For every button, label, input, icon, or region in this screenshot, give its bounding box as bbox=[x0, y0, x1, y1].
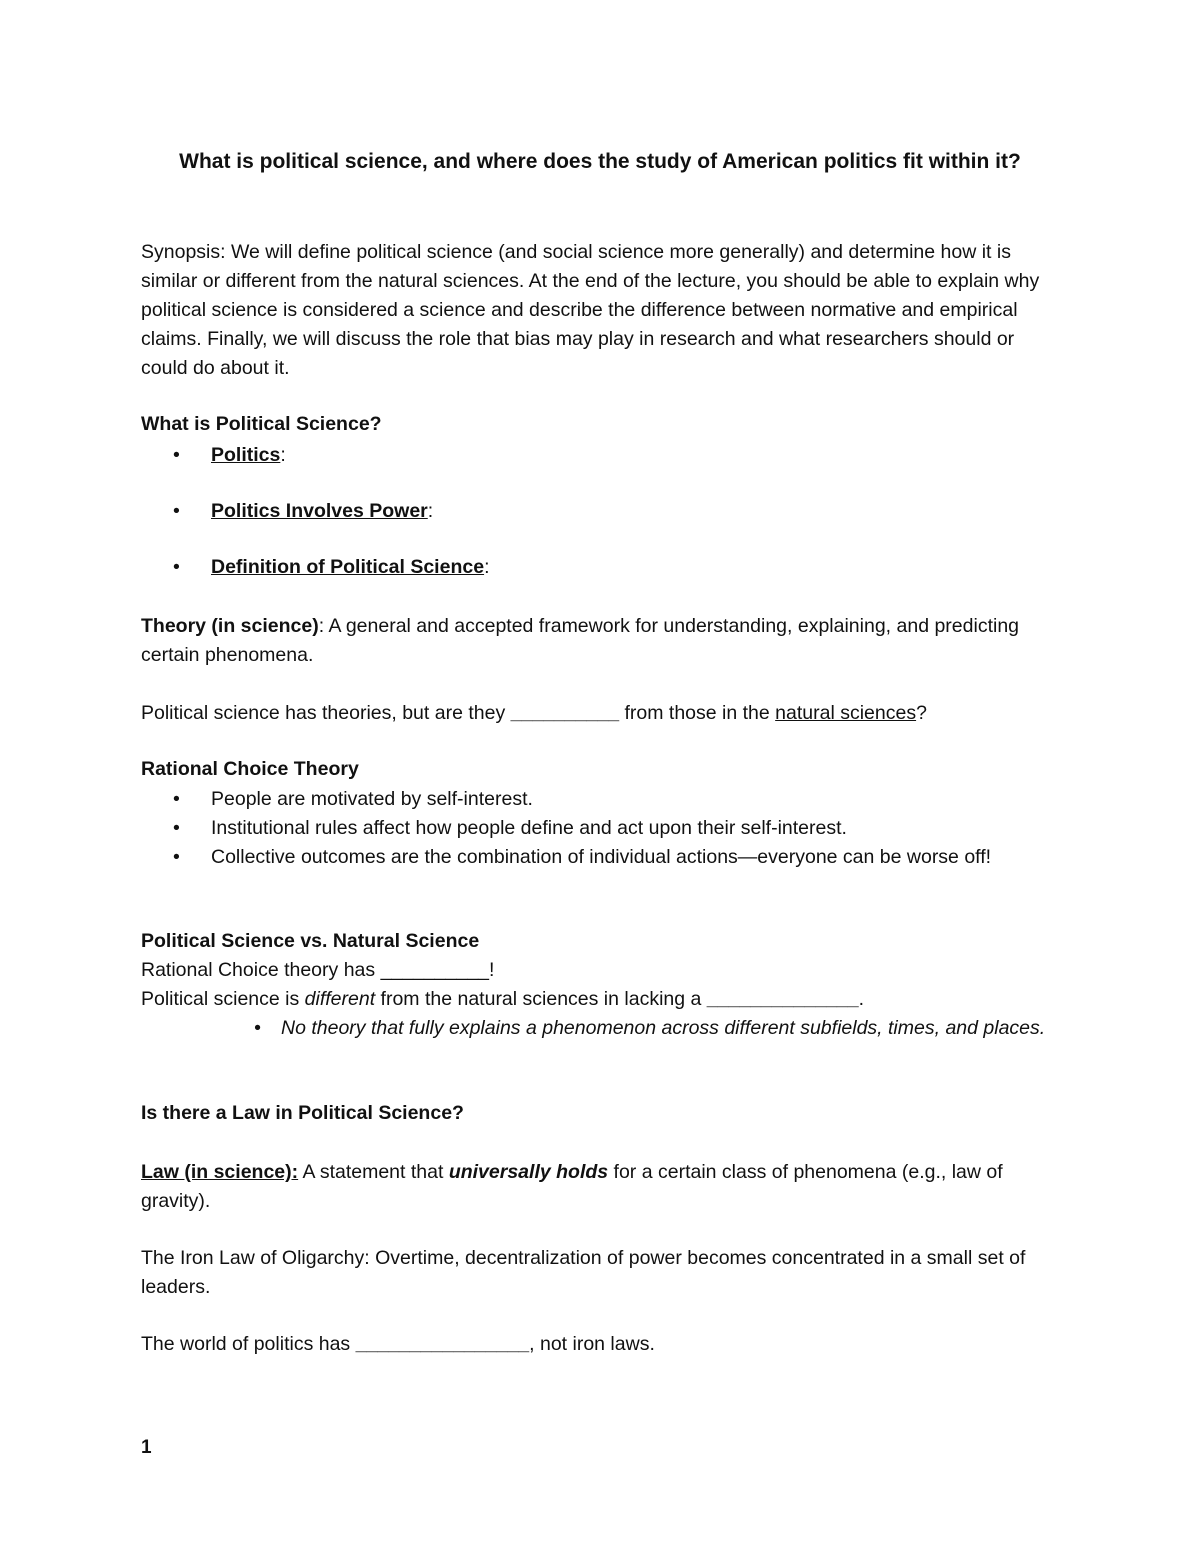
list-item: • Politics: bbox=[141, 441, 1061, 470]
section-vs-natural-science bbox=[141, 927, 1061, 1043]
term-definition-political-science: Definition of Political Science bbox=[211, 556, 485, 578]
page-title: What is political science, and where does the study of American politics fit within it? bbox=[179, 150, 1021, 173]
law-heading: Is there a Law in Political Science? bbox=[141, 1102, 464, 1124]
section-rational-choice bbox=[141, 755, 1061, 872]
term-politics-involves-power: Politics Involves Power bbox=[211, 500, 428, 522]
list-item: • Institutional rules affect how people define and act upon their self-interest. bbox=[141, 814, 1061, 843]
blank: __________ bbox=[510, 702, 620, 724]
section-heading: Political Science vs. Natural Science bbox=[141, 930, 480, 952]
list-item: • People are motivated by self-interest. bbox=[141, 785, 1061, 814]
list-item: • Definition of Political Science: bbox=[141, 553, 1061, 582]
theory-definition: Theory (in science): A general and accepted framework for understanding, explaining, and predicting certain phenomena. bbox=[141, 615, 1020, 666]
page-number: 1 bbox=[141, 1437, 152, 1458]
theory-question: Political science has theories, but are they __________ from those in the natural sciences? bbox=[141, 702, 927, 724]
blank: ________________ bbox=[355, 1333, 530, 1355]
vs-line-2: Political science is different from the natural sciences in lacking a ______________. bbox=[141, 988, 865, 1010]
list-item: • No theory that fully explains a phenomenon across different subfields, times, and places. bbox=[141, 1014, 1061, 1043]
list-item: • Politics Involves Power: bbox=[141, 497, 1061, 526]
vs-line-1: Rational Choice theory has __________! bbox=[141, 959, 495, 981]
list-item: • Collective outcomes are the combination of individual actions—everyone can be worse off! bbox=[141, 843, 1061, 872]
section-what-is-political-science bbox=[141, 410, 1061, 582]
section-heading: What is Political Science? bbox=[141, 413, 382, 435]
theory-term: Theory (in science) bbox=[141, 615, 319, 637]
law-definition: Law (in science): A statement that universally holds for a certain class of phenomena (e.g., law of gravity). bbox=[141, 1161, 1003, 1212]
politics-line: The world of politics has ________________, not iron laws. bbox=[141, 1333, 655, 1355]
blank: __________ bbox=[380, 959, 490, 981]
term-list bbox=[141, 441, 1061, 582]
synopsis-paragraph: Synopsis: We will define political science (and social science more generally) and determine how it is similar or different from the natural sciences. At the end of the lecture, you should be able to explain why political science is considered a science and describe the difference between normative and empirical claims. Finally, we will discuss the role that bias may play in research and what researchers should or could do about it. bbox=[141, 241, 1040, 379]
term-politics: Politics bbox=[211, 444, 281, 466]
iron-law-paragraph: The Iron Law of Oligarchy: Overtime, decentralization of power becomes concentrated in a small set of leaders. bbox=[141, 1247, 1026, 1298]
law-term: Law (in science): bbox=[141, 1161, 299, 1183]
section-heading: Rational Choice Theory bbox=[141, 758, 359, 780]
blank: ______________ bbox=[706, 988, 859, 1010]
sub-list bbox=[141, 1014, 1061, 1043]
natural-sciences-term: natural sciences bbox=[775, 702, 917, 724]
rational-choice-list bbox=[141, 785, 1061, 872]
